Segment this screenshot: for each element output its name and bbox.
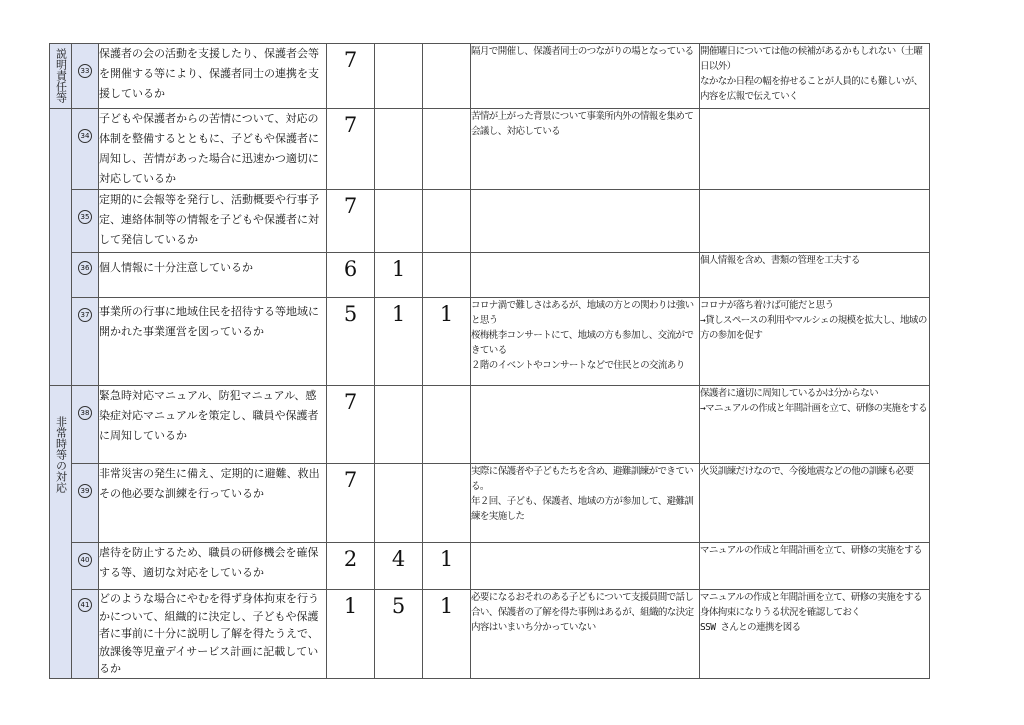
count-yes: 7 [343, 390, 358, 414]
count-no: 1 [439, 547, 454, 571]
count-neutral: 1 [391, 302, 406, 326]
row-number: 37 [78, 308, 92, 322]
table-row [50, 543, 930, 590]
evaluation-item: 虐待を防止するため、職員の研修機会を確保する等、適切な対応をしているか [99, 543, 327, 590]
evaluation-item: 定期的に会報等を発行し、活動概要や行事予定、連絡体制等の情報を子どもや保護者に対して発信しているか [99, 190, 327, 253]
count-neutral: 1 [391, 257, 406, 281]
improvement-note: 火災訓練だけなので、今後地震などの他の訓練も必要 [700, 464, 930, 543]
current-situation-note [471, 253, 700, 298]
row-number: 41 [78, 598, 92, 612]
table-row [50, 464, 930, 543]
count-yes: 7 [343, 468, 358, 492]
table-row [50, 190, 930, 253]
row-number: 35 [78, 210, 92, 224]
count-no: 1 [439, 302, 454, 326]
count-yes: 7 [343, 194, 358, 218]
evaluation-item: 個人情報に十分注意しているか [99, 253, 327, 298]
current-situation-note: 実際に保護者や子どもたちを含め、避難訓練ができている。 年２回、子ども、保護者、地域の方が参加して、避難訓練を実施した [471, 464, 700, 543]
row-number: 33 [78, 64, 92, 78]
count-yes: 7 [343, 113, 358, 137]
count-no: 1 [439, 594, 454, 618]
count-yes: 7 [343, 48, 358, 72]
row-number: 38 [78, 406, 92, 420]
category-explanation-continued [50, 109, 72, 386]
improvement-note: マニュアルの作成と年間計画を立て、研修の実施をする 身体拘束になりうる状況を確認しておく SSW さんとの連携を図る [700, 590, 930, 679]
evaluation-item: 緊急時対応マニュアル、防犯マニュアル、感染症対応マニュアルを策定し、職員や保護者に周知しているか [99, 386, 327, 464]
count-yes: 6 [343, 257, 358, 281]
evaluation-item: 子どもや保護者からの苦情について、対応の体制を整備するとともに、子どもや保護者に周知し、苦情があった場合に迅速かつ適切に対応しているか [99, 109, 327, 190]
improvement-note: コロナが落ち着けば可能だと思う →貸しスペースの利用やマルシェの規模を拡大し、地域の方の参加を促す [700, 298, 930, 386]
evaluation-table [49, 43, 930, 679]
count-yes: 5 [343, 302, 358, 326]
table-row [50, 109, 930, 190]
table-row [50, 386, 930, 464]
count-yes: 2 [343, 547, 358, 571]
evaluation-item: 非常災害の発生に備え、定期的に避難、救出その他必要な訓練を行っているか [99, 464, 327, 543]
improvement-note: 保護者に適切に周知しているかは分からない →マニュアルの作成と年間計画を立て、研修の実施をする [700, 386, 930, 464]
current-situation-note: 必要になるおそれのある子どもについて支援員間で話し合い、保護者の了解を得た事例はあるが、組織的な決定内容はいまいち分かっていない [471, 590, 700, 679]
improvement-note: 個人情報を含め、書類の管理を工夫する [700, 253, 930, 298]
count-neutral: 4 [391, 547, 406, 571]
evaluation-item: 保護者の会の活動を支援したり、保護者会等を開催する等により、保護者同士の連携を支援しているか [99, 44, 327, 109]
current-situation-note [471, 543, 700, 590]
table-row [50, 298, 930, 386]
table-row [50, 590, 930, 679]
current-situation-note: コロナ渦で難しさはあるが、地域の方との関わりは強いと思う 桜梅桃李コンサートにて、地域の方も参加し、交流ができている ２階のイベントやコンサートなどで住民との交流あり [471, 298, 700, 386]
current-situation-note [471, 386, 700, 464]
evaluation-item: どのような場合にやむを得ず身体拘束を行うかについて、組織的に決定し、子どもや保護者に事前に十分に説明し了解を得たうえで、放課後等児童デイサービス計画に記載しているか [99, 590, 327, 679]
improvement-note: 開催曜日については他の候補があるかもしれない（土曜日以外） なかなか日程の幅を拵せることが人員的にも難しいが、内容を広報で伝えていく [700, 44, 930, 109]
category-emergency: 非常時等の対応 [50, 386, 72, 679]
row-number: 34 [78, 129, 92, 143]
evaluation-item: 事業所の行事に地域住民を招待する等地域に開かれた事業運営を図っているか [99, 298, 327, 386]
row-number: 40 [78, 553, 92, 567]
improvement-note [700, 109, 930, 190]
count-neutral: 5 [391, 594, 406, 618]
row-number: 39 [78, 484, 92, 498]
row-number: 36 [78, 261, 92, 275]
current-situation-note: 苦情が上がった背景について事業所内外の情報を集めて会議し、対応している [471, 109, 700, 190]
current-situation-note [471, 190, 700, 253]
table-row [50, 253, 930, 298]
improvement-note: マニュアルの作成と年間計画を立て、研修の実施をする [700, 543, 930, 590]
current-situation-note: 隔月で開催し、保護者同士のつながりの場となっている [471, 44, 700, 109]
category-explanation: 説明責任等 [50, 44, 72, 109]
table-row [50, 44, 930, 109]
count-yes: 1 [343, 594, 358, 618]
improvement-note [700, 190, 930, 253]
